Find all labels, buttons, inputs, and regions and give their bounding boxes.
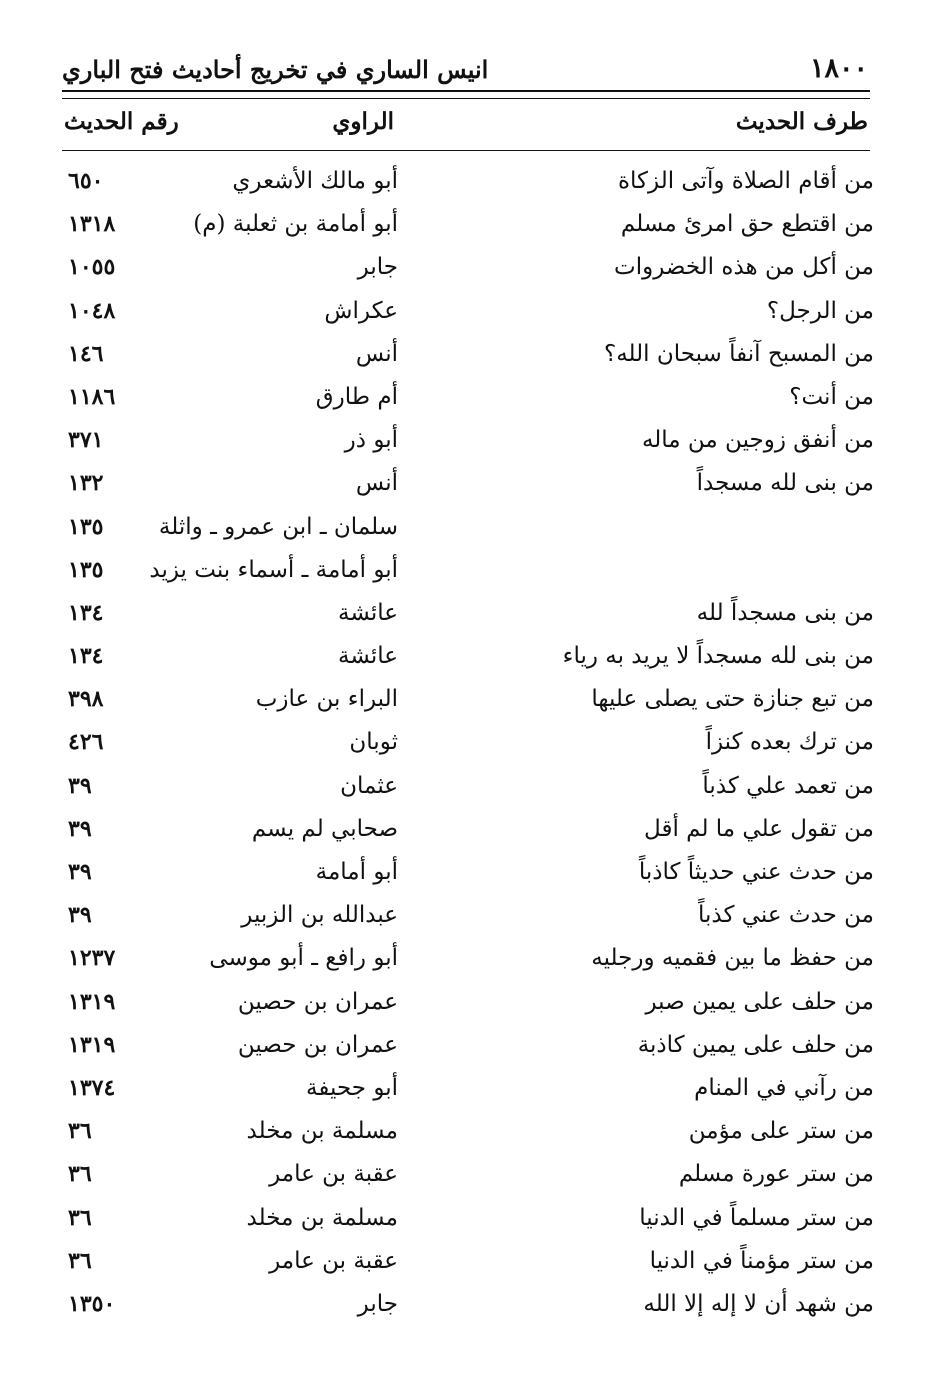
narrator-name: مسلمة بن مخلد: [246, 1204, 398, 1231]
table-row: [62, 808, 874, 851]
hadith-number: ١١٨٦: [68, 383, 116, 410]
hadith-number: ٣٩: [68, 859, 92, 885]
narrator-name: أنس: [355, 340, 398, 367]
hadith-number: ١٣٤: [68, 599, 104, 626]
hadith-opening-text: من ستر على مؤمن: [688, 1118, 874, 1145]
narrator-name: أبو أمامة: [315, 859, 398, 885]
table-row: [62, 1153, 874, 1196]
book-title: انيس الساري في تخريج أحاديث فتح الباري: [62, 55, 489, 84]
hadith-opening-text: من ستر مؤمناً في الدنيا: [649, 1247, 874, 1274]
table-row: [62, 462, 874, 505]
table-row: [62, 851, 874, 894]
running-head: [62, 40, 868, 84]
hadith-opening-text: من ستر عورة مسلم: [678, 1161, 874, 1188]
narrator-name: عبدالله بن الزبير: [241, 902, 398, 929]
narrator-name: أبو رافع ـ أبو موسى: [209, 945, 398, 972]
hadith-opening-text: من ستر مسلماً في الدنيا: [639, 1204, 874, 1231]
hadith-opening-text: من المسبح آنفاً سبحان الله؟: [603, 340, 874, 367]
hadith-number: ٣٩: [68, 772, 92, 799]
narrator-name: أبو مالك الأشعري: [232, 168, 398, 194]
hadith-opening-text: من ترك بعده كنزاً: [705, 729, 874, 756]
hadith-number: ١٣١٨: [68, 211, 116, 238]
hadith-number: ١٣٥: [68, 556, 104, 583]
table-row: [62, 894, 874, 937]
hadith-opening-text: من الرجل؟: [766, 297, 874, 324]
narrator-name: أبو ذر: [344, 427, 398, 454]
hadith-number: ١٣٢: [68, 470, 104, 497]
hadith-opening-text: من تعمد علي كذباً: [702, 772, 874, 799]
table-row: [62, 765, 874, 808]
hadith-number: ٣٧١: [68, 427, 104, 454]
narrator-name: أم طارق: [315, 383, 398, 410]
table-row: [62, 290, 874, 333]
hadith-index-table: [62, 160, 874, 1326]
narrator-name: أبو جحيفة: [306, 1074, 398, 1101]
narrator-name: عائشة: [338, 599, 398, 626]
hadith-number: ١٣١٩: [68, 988, 116, 1015]
hadith-opening-text: من بنى لله مسجداً: [696, 470, 874, 497]
table-row: [62, 506, 874, 549]
hadith-opening-text: من بنى مسجداً لله: [696, 599, 874, 626]
column-header-number: رقم الحديث: [64, 108, 179, 135]
narrator-name: عمران بن حصين: [237, 1031, 398, 1058]
hadith-number: ١٢٣٧: [68, 945, 116, 972]
narrator-name: عكراش: [324, 297, 398, 324]
hadith-number: ٦٥٠: [68, 168, 104, 194]
hadith-opening-text: من رآني في المنام: [694, 1074, 874, 1101]
narrator-name: جابر: [357, 254, 398, 281]
column-header-hadith: طرف الحديث: [735, 108, 868, 135]
hadith-number: ١٣٧٤: [68, 1074, 116, 1101]
table-row: [62, 549, 874, 592]
hadith-opening-text: من حلف على يمين صبر: [645, 988, 874, 1015]
table-row: [62, 1240, 874, 1283]
narrator-name: سلمان ـ ابن عمرو ـ واثلة: [158, 513, 398, 540]
hadith-opening-text: من حفظ ما بين فقميه ورجليه: [591, 945, 874, 972]
page-number: ١٨٠٠: [809, 53, 868, 84]
table-row: [62, 981, 874, 1024]
narrator-name: جابر: [357, 1290, 398, 1317]
hadith-number: ٣٩: [68, 815, 92, 842]
narrator-name: البراء بن عازب: [255, 686, 398, 713]
narrator-name: أبو أمامة ـ أسماء بنت يزيد: [149, 556, 398, 583]
hadith-number: ٣٦: [68, 1161, 92, 1188]
hadith-opening-text: من حدث عني حديثاً كاذباً: [638, 859, 874, 885]
hadith-opening-text: من أكل من هذه الخضروات: [614, 254, 874, 281]
narrator-name: أنس: [355, 470, 398, 497]
table-row: [62, 1283, 874, 1326]
hadith-number: ١٣١٩: [68, 1031, 116, 1058]
hadith-opening-text: من حلف على يمين كاذبة: [637, 1031, 874, 1058]
hadith-opening-text: من بنى لله مسجداً لا يريد به رياء: [562, 643, 874, 670]
hadith-number: ١٣٤: [68, 643, 104, 670]
hadith-number: ١٤٦: [68, 340, 104, 367]
hadith-number: ٣٦: [68, 1247, 92, 1274]
table-row: [62, 419, 874, 462]
hadith-number: ٣٩٨: [68, 686, 104, 713]
table-row: [62, 1110, 874, 1153]
hadith-number: ١٠٥٥: [68, 254, 116, 281]
table-row: [62, 246, 874, 289]
column-header-narrator: الراوي: [332, 108, 394, 135]
narrator-name: عقبة بن عامر: [269, 1161, 398, 1188]
narrator-name: ثوبان: [349, 729, 398, 756]
hadith-opening-text: من تبع جنازة حتى يصلى عليها: [591, 686, 874, 713]
table-row: [62, 635, 874, 678]
table-row: [62, 592, 874, 635]
table-row: [62, 721, 874, 764]
narrator-name: أبو أمامة بن ثعلبة (م): [193, 211, 398, 238]
table-row: [62, 937, 874, 980]
table-row: [62, 203, 874, 246]
column-headers: [62, 108, 870, 144]
hadith-opening-text: من تقول علي ما لم أقل: [644, 815, 874, 842]
table-row: [62, 1067, 874, 1110]
table-row: [62, 333, 874, 376]
narrator-name: صحابي لم يسم: [251, 815, 398, 842]
narrator-name: عقبة بن عامر: [269, 1247, 398, 1274]
narrator-name: عائشة: [338, 643, 398, 670]
hadith-number: ٣٦: [68, 1118, 92, 1145]
hadith-opening-text: من أقام الصلاة وآتى الزكاة: [618, 168, 874, 194]
header-double-rule: [62, 90, 870, 99]
table-row: [62, 678, 874, 721]
narrator-name: عمران بن حصين: [237, 988, 398, 1015]
hadith-number: ٣٩: [68, 902, 92, 929]
hadith-opening-text: من اقتطع حق امرئ مسلم: [620, 211, 874, 238]
hadith-opening-text: من شهد أن لا إله إلا الله: [643, 1290, 874, 1317]
hadith-opening-text: من أنت؟: [789, 383, 874, 410]
table-row: [62, 1024, 874, 1067]
hadith-number: ٤٢٦: [68, 729, 104, 756]
narrator-name: مسلمة بن مخلد: [246, 1118, 398, 1145]
hadith-number: ٣٦: [68, 1204, 92, 1231]
narrator-name: عثمان: [340, 772, 398, 799]
column-header-rule: [62, 150, 870, 151]
hadith-number: ١٣٥: [68, 513, 104, 540]
table-row: [62, 160, 874, 203]
table-row: [62, 1197, 874, 1240]
table-row: [62, 376, 874, 419]
hadith-number: ١٣٥٠: [68, 1290, 116, 1317]
hadith-opening-text: من حدث عني كذباً: [698, 902, 874, 929]
hadith-number: ١٠٤٨: [68, 297, 116, 324]
hadith-opening-text: من أنفق زوجين من ماله: [641, 427, 874, 454]
